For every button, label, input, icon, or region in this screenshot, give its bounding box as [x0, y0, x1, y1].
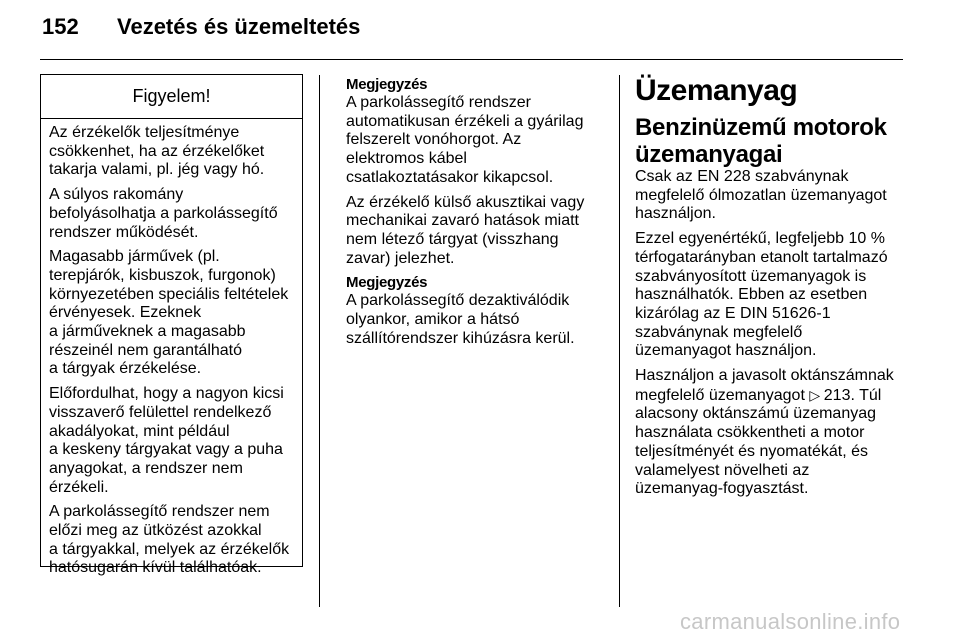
warning-paragraph: Magasabb járművek (pl. terepjárók, kisbuszok, furgonok) környezetében speciális feltételek érvényesek. Ezeknek a járműveknek a magasabb részeinél nem garantálható a tárgyak érzékelése.: [49, 248, 289, 378]
notes-column: [346, 76, 608, 354]
column-divider-1: [319, 75, 320, 607]
page-reference-icon: ▷: [809, 386, 821, 403]
note-paragraph: Az érzékelő külső akusztikai vagy mechanikai zavaró hatások miatt nem létező tárgyat (visszhang zavar) jelezhet.: [346, 193, 585, 267]
note-paragraph: A parkolássegítő rendszer automatikusan érzékeli a gyárilag felszerelt vonóhorgot. Az elektromos kábel csatlakoztatásakor kikapcsol.: [346, 94, 584, 186]
warning-paragraph: A súlyos rakomány befolyásolhatja a parkolássegítő rendszer működését.: [49, 186, 278, 241]
warning-paragraph: Az érzékelők teljesítménye csökkenhet, ha az érzékelőket takarja valami, pl. jég vagy hó.: [49, 124, 265, 179]
fuel-paragraph: Ezzel egyenértékű, legfeljebb 10 % térfogatarányban etanolt tartalmazó szabványosított üzemanyagok is használhatók. Ebben az esetben kizárólag az E DIN 51626-1 szabványnak megfelelő üzemanyagot használjon.: [635, 230, 888, 360]
page-header: [42, 14, 360, 40]
warning-paragraph: Előfordulhat, hogy a nagyon kicsi visszaverő felülettel rendelkező akadályokat, mint például a keskeny tárgyakat vagy a puha anyagokat, a rendszer nem érzékeli.: [49, 385, 284, 496]
warning-body: [41, 119, 302, 578]
chapter-title: Vezetés és üzemeltetés: [117, 14, 361, 39]
note-heading: Megjegyzés: [346, 274, 428, 292]
note-heading: Megjegyzés: [346, 76, 428, 93]
note-paragraph: A parkolássegítő dezaktiválódik olyankor, amikor a hátsó szállítórendszer kihúzásra kerül.: [346, 292, 575, 347]
fuel-column: [635, 74, 930, 505]
fuel-paragraph: Használjon a javasolt oktánszámnak megfelelő üzemanyagot ▷ 213. Túl alacsony oktánszámú üzemanyag használata csökkentheti a motor teljesítményét és nyomatékát, és valamelyest növelheti az üzemanyag-fogyasztást.: [635, 367, 894, 498]
subsection-title: Benzinüzemű motorok üzemanyagai: [635, 114, 887, 168]
warning-box: [40, 74, 303, 577]
column-divider-2: [619, 75, 620, 607]
watermark: carmanualsonline.info: [680, 609, 901, 634]
warning-title: Figyelem!: [41, 75, 302, 119]
fuel-paragraph: Csak az EN 228 szabványnak megfelelő ólmozatlan üzemanyagot használjon.: [635, 168, 887, 223]
page-number: 152: [42, 14, 79, 39]
header-divider: [40, 59, 903, 60]
warning-paragraph: A parkolássegítő rendszer nem előzi meg az ütközést azokkal a tárgyakkal, melyek az érzékelők hatósugarán kívül találhatóak.: [49, 503, 290, 577]
section-title: Üzemanyag: [635, 74, 798, 107]
